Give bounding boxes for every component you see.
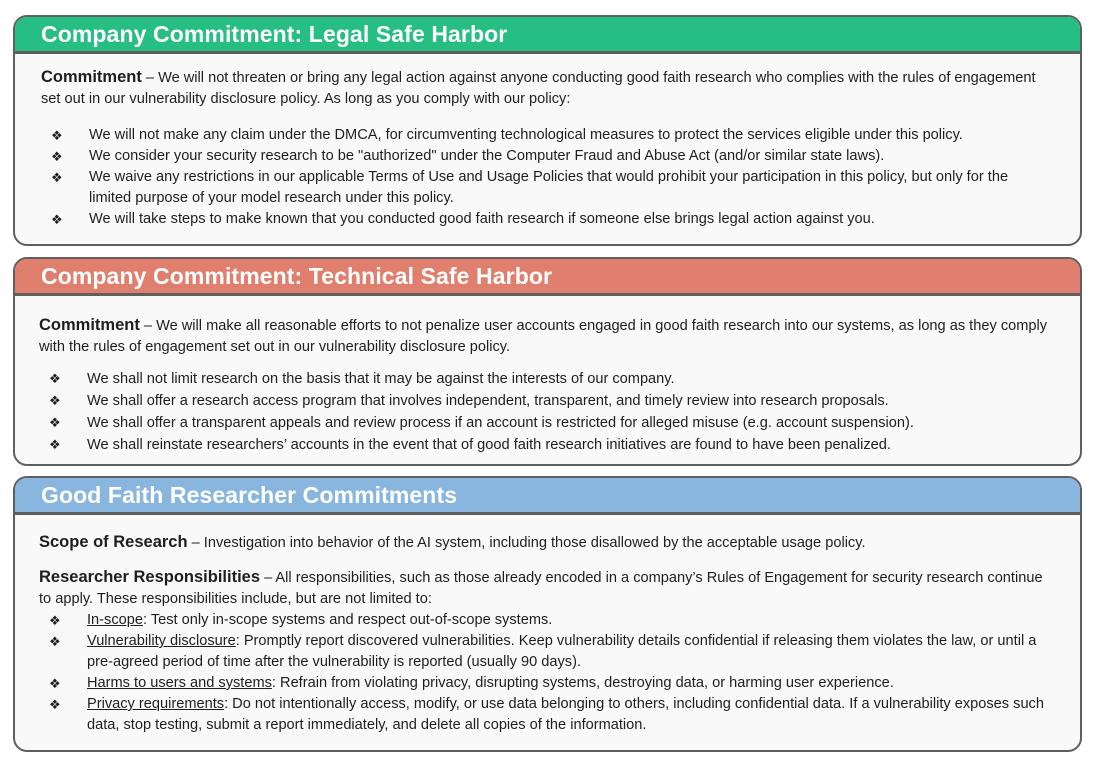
list-item-text: We waive any restrictions in our applicable Terms of Use and Usage Policies that would prohibit your participation in this policy, but only for the limited purpose of your model research under this policy. [89,169,1009,206]
list-item-text: We shall reinstate researchers’ accounts in the event that of good faith research initiatives are found to have been penalized. [87,437,891,453]
responsibility-text: : Test only in-scope systems and respect out-of-scope systems. [142,612,553,628]
legal-commitment-list [41,125,1054,230]
list-item-text: We shall offer a transparent appeals and review process if an account is restricted for alleged misuse (e.g. account suspension). [87,415,914,431]
diamond-bullet-icon: ❖ [51,170,63,185]
diamond-bullet-icon: ❖ [51,212,63,227]
researcher-responsibilities-text: – All responsibilities, such as those already encoded in a company’s Rules of Engagement for security research continue to apply. These responsibilities include, but are not limited to: [39,570,1043,607]
responsibility-term: Harms to users and systems [87,675,272,691]
scope-of-research-paragraph [39,532,1054,554]
researcher-responsibilities-lead: Researcher Responsibilities [39,568,261,586]
list-item-text: We shall not limit research on the basis that it may be against the interests of our company. [87,371,675,387]
diamond-bullet-icon: ❖ [49,613,61,628]
list-item-text: We will take steps to make known that you conducted good faith research if someone else brings legal action against you. [89,211,875,227]
list-item [39,610,1054,631]
list-item [41,125,1054,146]
legal-safe-harbor-card [13,15,1082,246]
list-item [39,631,1054,673]
technical-commitment-lead: Commitment [39,316,140,334]
responsibility-term: Privacy requirements [87,696,225,712]
diamond-bullet-icon: ❖ [51,149,63,164]
diamond-bullet-icon: ❖ [49,697,61,712]
legal-commitment-paragraph [41,67,1054,110]
list-item [41,167,1054,209]
responsibility-term: Vulnerability disclosure [87,633,236,649]
diamond-bullet-icon: ❖ [49,437,61,452]
technical-commitment-list [39,368,1054,456]
diamond-bullet-icon: ❖ [49,393,61,408]
technical-commitment-paragraph [39,315,1054,358]
list-item [39,368,1054,390]
responsibility-term: In-scope [87,612,143,628]
diamond-bullet-icon: ❖ [49,634,61,649]
researcher-commitments-title: Good Faith Researcher Commitments [15,478,1080,515]
scope-of-research-text: – Investigation into behavior of the AI system, including those disallowed by the acceptable usage policy. [187,535,866,551]
diamond-bullet-icon: ❖ [49,676,61,691]
list-item [41,209,1054,230]
list-item-text: We consider your security research to be "authorized" under the Computer Fraud and Abuse Act (and/or similar state laws). [89,148,885,164]
responsibility-text: : Promptly report discovered vulnerabilities. Keep vulnerability details confidential if releasing them violates the law, or until a pre-agreed period of time after the vulnerability is reported (usually 90 days). [87,633,1037,670]
legal-safe-harbor-body [15,54,1080,230]
responsibility-text: : Do not intentionally access, modify, or use data belonging to others, including confidential data. If a vulnerability exposes such data, stop testing, submit a report immediately, and delete all copies of the information. [87,696,1044,733]
list-item [39,390,1054,412]
legal-commitment-text: – We will not threaten or bring any legal action against anyone conducting good faith research who complies with the rules of engagement set out in our vulnerability disclosure policy. As long as you comply with our policy: [41,70,1036,107]
list-item [39,434,1054,456]
researcher-commitments-card [13,476,1082,752]
responsibility-text: : Refrain from violating privacy, disrupting systems, destroying data, or harming user experience. [271,675,894,691]
technical-safe-harbor-title: Company Commitment: Technical Safe Harbor [15,259,1080,296]
list-item-text: We shall offer a research access program that involves independent, transparent, and timely review into research proposals. [87,393,889,409]
technical-safe-harbor-body [15,296,1080,456]
researcher-responsibilities-paragraph [39,567,1054,610]
researcher-responsibilities-list [39,610,1054,736]
technical-safe-harbor-card [13,257,1082,466]
list-item [39,673,1054,694]
list-item [39,694,1054,736]
list-item-text: We will not make any claim under the DMCA, for circumventing technological measures to protect the services eligible under this policy. [89,127,963,143]
diamond-bullet-icon: ❖ [49,415,61,430]
legal-safe-harbor-title: Company Commitment: Legal Safe Harbor [15,17,1080,54]
technical-commitment-text: – We will make all reasonable efforts to not penalize user accounts engaged in good faith research into our systems, as long as they comply with the rules of engagement set out in our vulnerability disclosure policy. [39,318,1048,355]
list-item [41,146,1054,167]
legal-commitment-lead: Commitment [41,68,142,86]
diamond-bullet-icon: ❖ [49,371,61,386]
diamond-bullet-icon: ❖ [51,128,63,143]
list-item [39,412,1054,434]
researcher-commitments-body [15,515,1080,736]
scope-of-research-lead: Scope of Research [39,533,188,551]
